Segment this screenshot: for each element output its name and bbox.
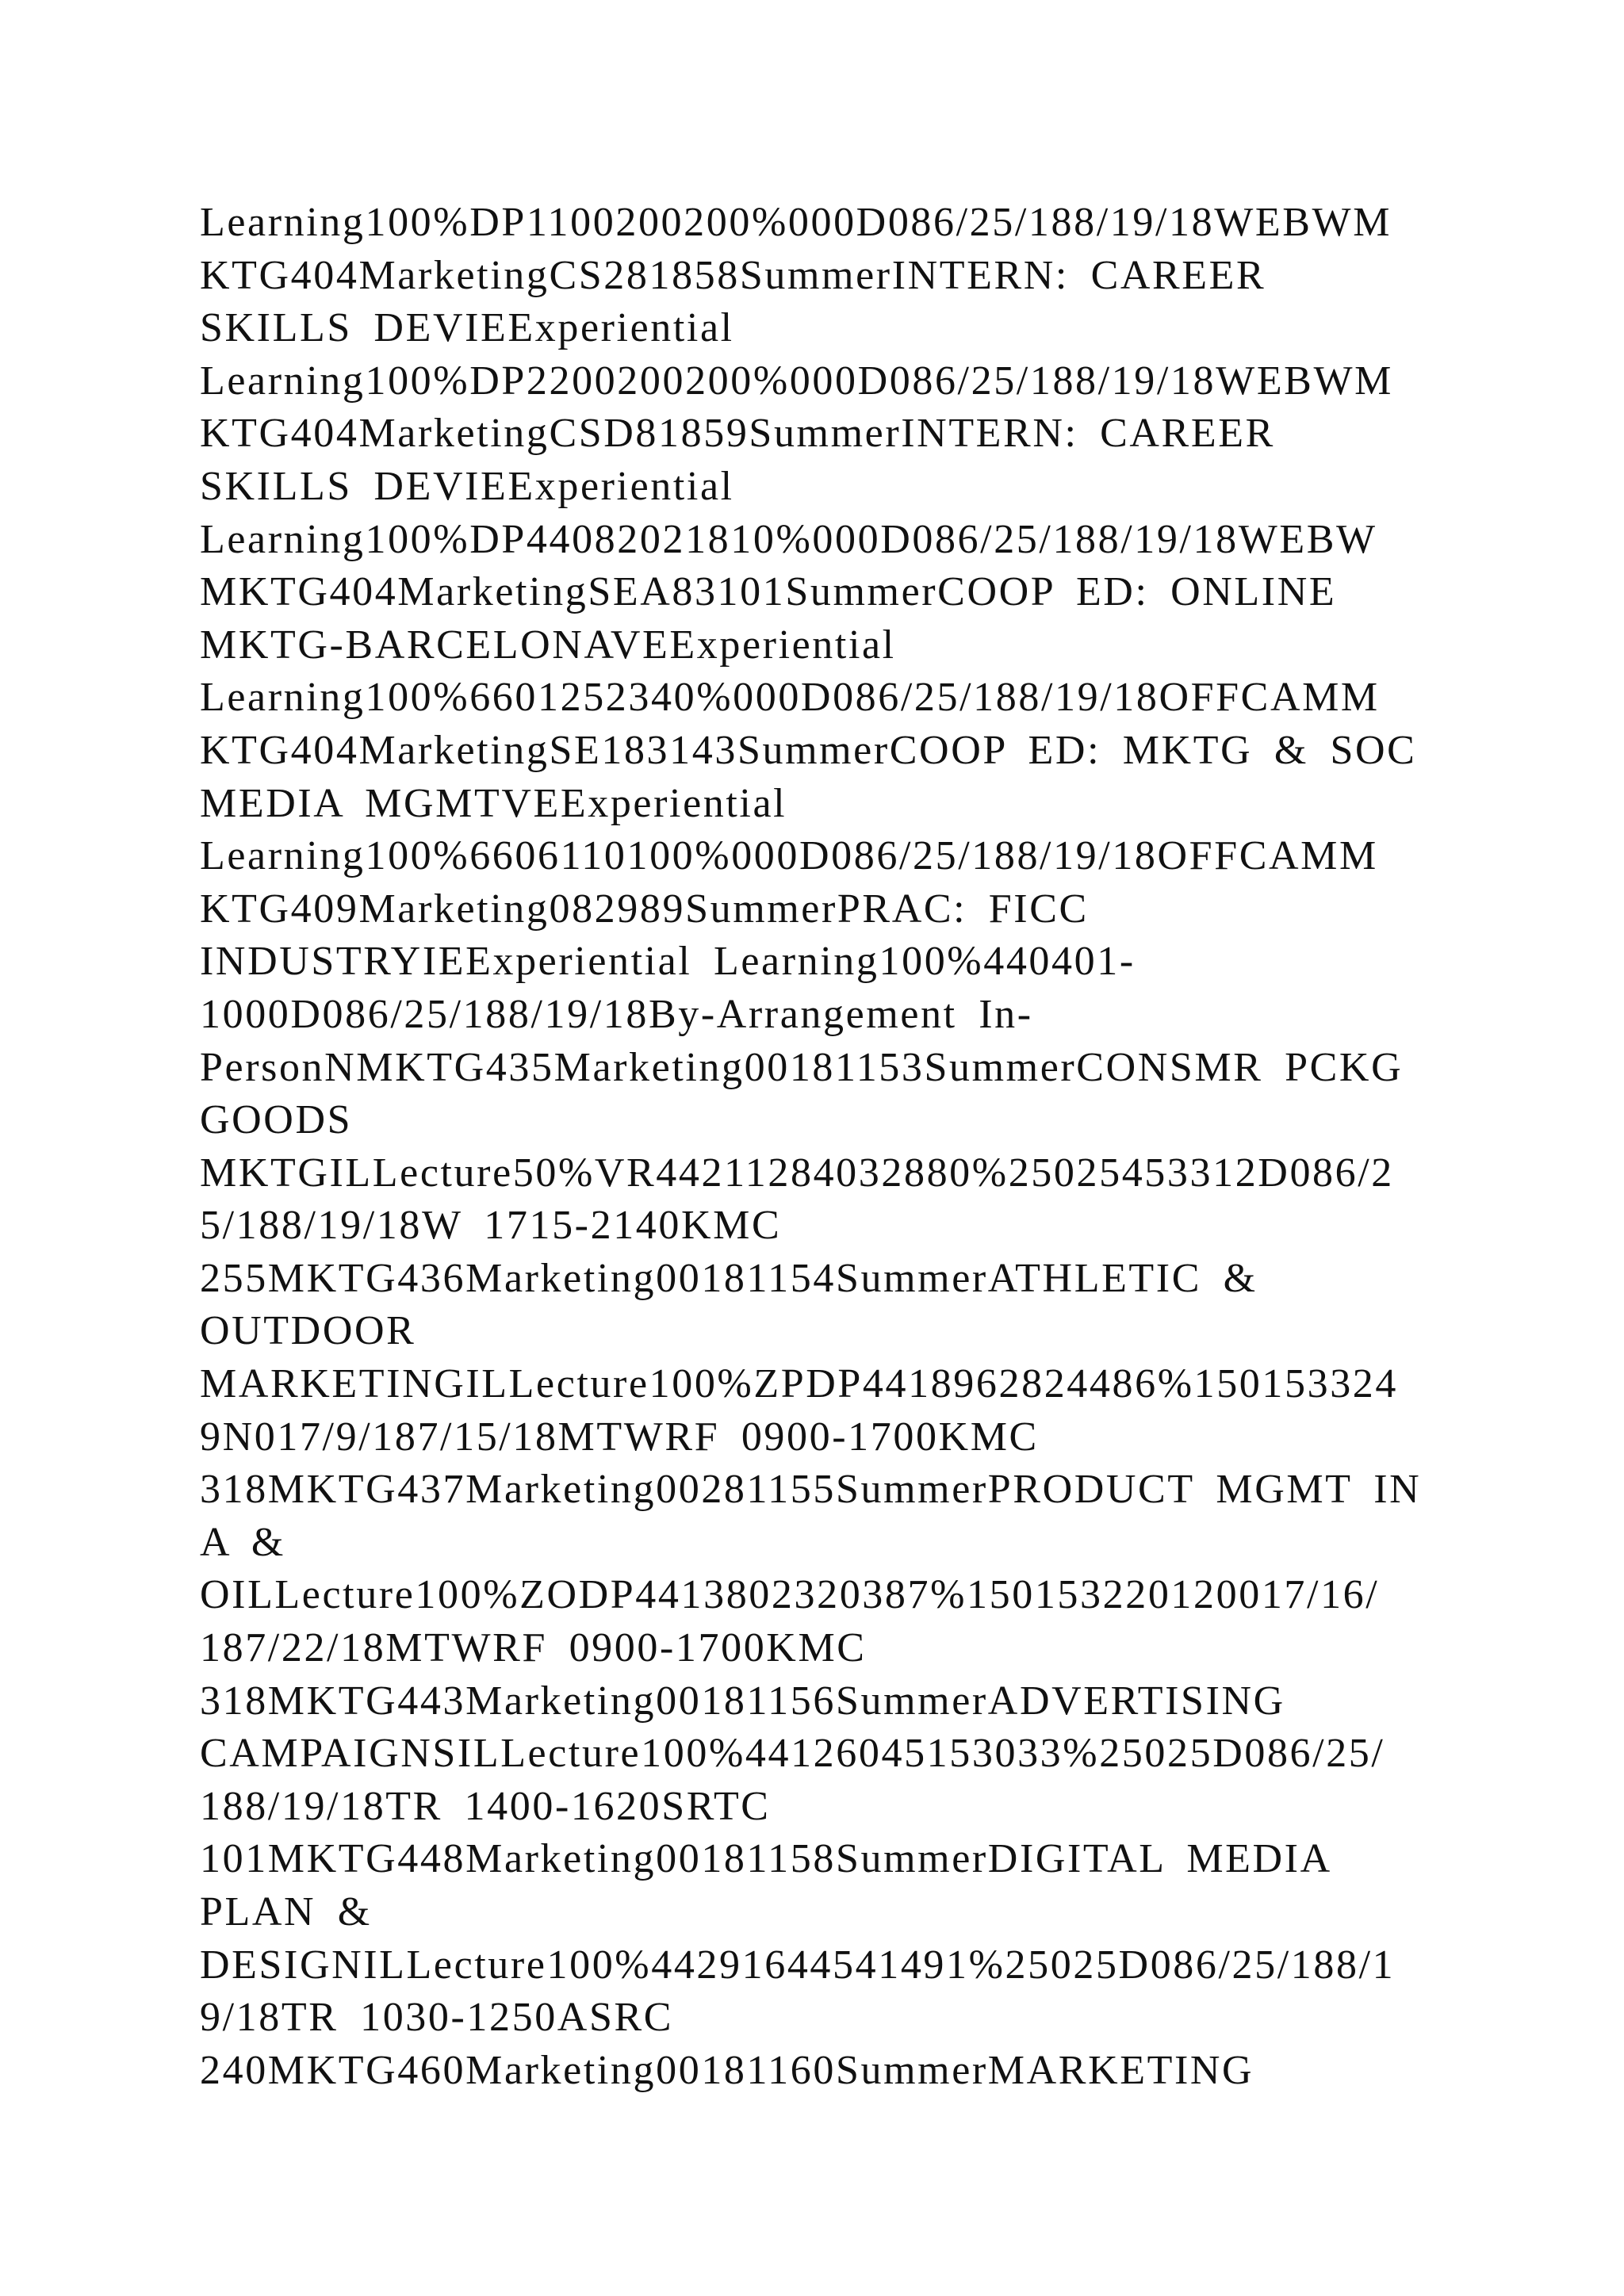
text-line: 318MKTG443Marketing00181156SummerADVERTISING xyxy=(200,1678,1285,1724)
document-text xyxy=(200,197,1437,2097)
text-line: 1000D086/25/188/19/18By-Arrangement In- xyxy=(200,991,1033,1037)
text-line: MKTG-BARCELONAVEExperiential xyxy=(200,622,896,668)
text-line: OILLecture100%ZODP4413802320387%150153220120017/16/ xyxy=(200,1572,1380,1618)
text-line: 318MKTG437Marketing00281155SummerPRODUCT MGMT IN xyxy=(200,1467,1422,1513)
text-line: 255MKTG436Marketing00181154SummerATHLETIC & xyxy=(200,1255,1258,1301)
text-line: PLAN & xyxy=(200,1889,372,1934)
text-line: KTG404MarketingCSD81859SummerINTERN: CAREER xyxy=(200,411,1275,457)
text-line: CAMPAIGNSILLecture100%44126045153033%25025D086/25/ xyxy=(200,1731,1385,1777)
text-line: KTG404MarketingSE183143SummerCOOP ED: MKTG & SOC xyxy=(200,727,1417,773)
text-line: 240MKTG460Marketing00181160SummerMARKETING xyxy=(200,2047,1254,2093)
text-line: Learning100%DP1100200200%000D086/25/188/19/18WEBWM xyxy=(200,200,1392,245)
text-line: 188/19/18TR 1400-1620SRTC xyxy=(200,1783,771,1829)
text-line: 9N017/9/187/15/18MTWRF 0900-1700KMC xyxy=(200,1414,1039,1460)
text-line: Learning100%DP2200200200%000D086/25/188/19/18WEBWM xyxy=(200,358,1393,404)
text-line: INDUSTRYIEExperiential Learning100%440401- xyxy=(200,939,1136,985)
text-line: OUTDOOR xyxy=(200,1308,416,1354)
text-line: 101MKTG448Marketing00181158SummerDIGITAL MEDIA xyxy=(200,1836,1332,1882)
text-line: PersonNMKTG435Marketing00181153SummerCONSMR PCKG xyxy=(200,1044,1404,1090)
text-line: SKILLS DEVIEExperiential xyxy=(200,463,734,509)
text-line: A & xyxy=(200,1519,285,1565)
text-line: GOODS xyxy=(200,1097,353,1143)
text-line: KTG404MarketingCS281858SummerINTERN: CAREER xyxy=(200,252,1266,298)
text-line: Learning100%DP44082021810%000D086/25/188/19/18WEBW xyxy=(200,516,1377,562)
text-line: 187/22/18MTWRF 0900-1700KMC xyxy=(200,1625,867,1671)
text-line: MARKETINGILLecture100%ZPDP4418962824486%150153324 xyxy=(200,1361,1399,1407)
text-line: 9/18TR 1030-1250ASRC xyxy=(200,1995,674,2041)
text-line: MKTG404MarketingSEA83101SummerCOOP ED: ONLINE xyxy=(200,569,1337,615)
text-line: MEDIA MGMTVEExperiential xyxy=(200,780,787,826)
text-line: SKILLS DEVIEExperiential xyxy=(200,305,734,351)
text-line: MKTGILLecture50%VR44211284032880%25025453312D086/2 xyxy=(200,1150,1394,1196)
text-line: KTG409Marketing082989SummerPRAC: FICC xyxy=(200,886,1089,932)
text-line: Learning100%6601252340%000D086/25/188/19/18OFFCAMM xyxy=(200,675,1380,721)
text-line: Learning100%6606110100%000D086/25/188/19/18OFFCAMM xyxy=(200,833,1378,879)
text-line: 5/188/19/18W 1715-2140KMC xyxy=(200,1203,782,1249)
text-line: DESIGNILLecture100%44291644541491%25025D086/25/188/1 xyxy=(200,1942,1396,1988)
